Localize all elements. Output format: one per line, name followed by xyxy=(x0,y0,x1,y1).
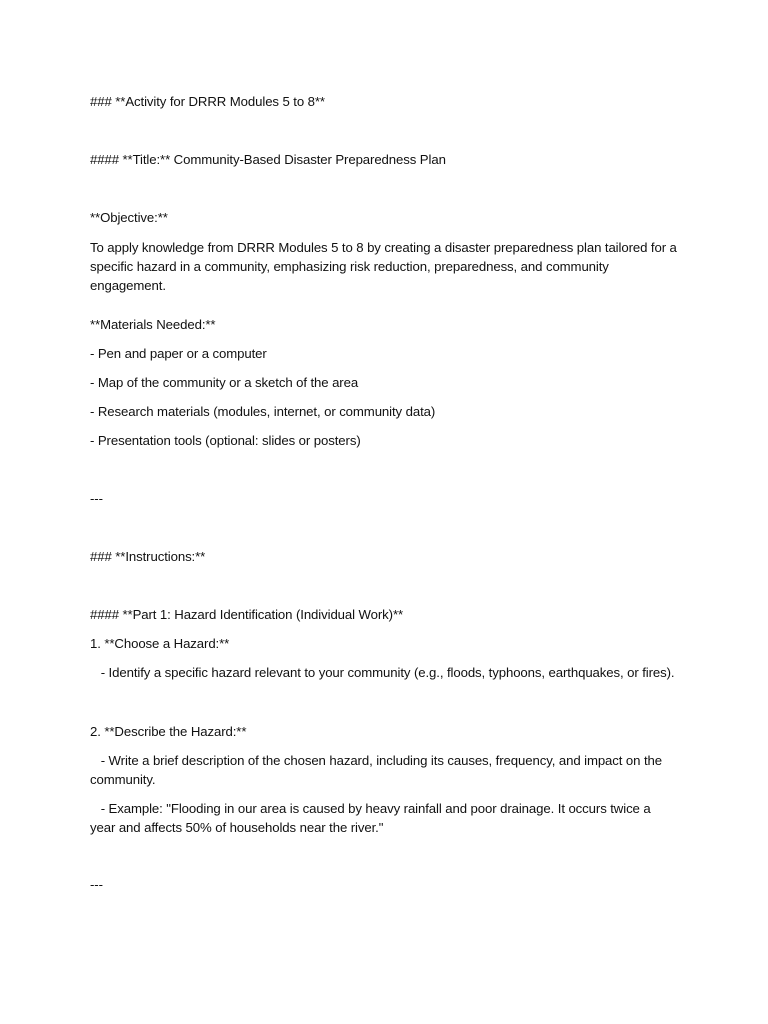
step1-label: 1. **Choose a Hazard:** xyxy=(90,636,230,651)
separator: --- xyxy=(90,491,103,506)
step1-text: - Identify a specific hazard relevant to your community (e.g., floods, typhoons, earthquakes, or fires). xyxy=(90,665,675,680)
step2-text: - Write a brief description of the chosen hazard, including its causes, frequency, and impact on the community. xyxy=(90,753,666,787)
materials-item: - Research materials (modules, internet, or community data) xyxy=(90,404,436,419)
materials-item: - Presentation tools (optional: slides or posters) xyxy=(90,433,361,448)
separator: --- xyxy=(90,877,103,892)
objective-text: To apply knowledge from DRRR Modules 5 to 8 by creating a disaster preparedness plan tailored for a specific hazard in a community, emphasizing risk reduction, preparedness, and community engagement. xyxy=(90,240,677,293)
heading-activity: ### **Activity for DRRR Modules 5 to 8** xyxy=(90,94,325,109)
heading-part1: #### **Part 1: Hazard Identification (Individual Work)** xyxy=(90,607,404,622)
materials-item: - Map of the community or a sketch of the area xyxy=(90,375,359,390)
heading-instructions: ### **Instructions:** xyxy=(90,549,206,564)
objective-label: **Objective:** xyxy=(90,210,168,225)
step2-example: - Example: "Flooding in our area is caused by heavy rainfall and poor drainage. It occurs twice a year and affects 50% of households near the river." xyxy=(90,801,655,835)
materials-label: **Materials Needed:** xyxy=(90,317,216,332)
step2-label: 2. **Describe the Hazard:** xyxy=(90,724,247,739)
heading-title: #### **Title:** Community-Based Disaster Preparedness Plan xyxy=(90,152,446,167)
materials-item: - Pen and paper or a computer xyxy=(90,346,267,361)
